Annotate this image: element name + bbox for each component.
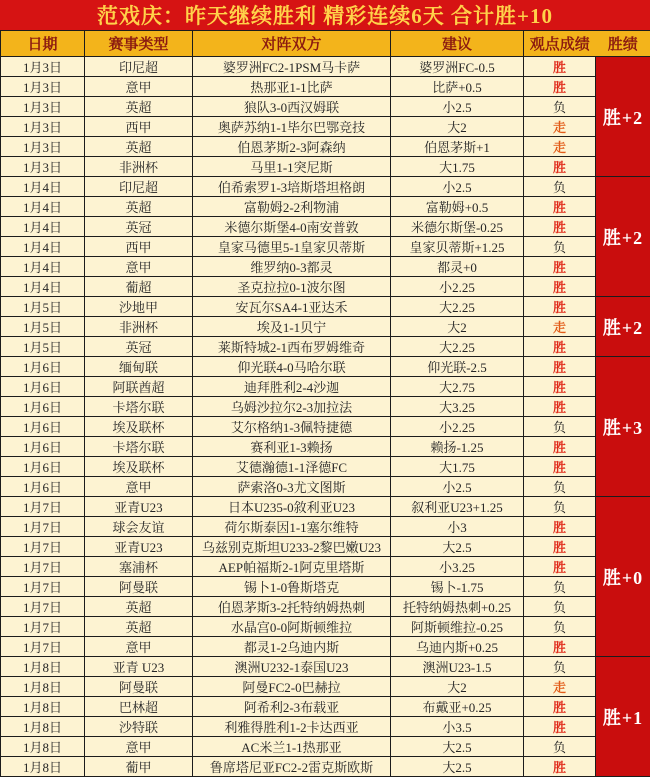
match-cell: 艾德瀚德1-1泽德FC [193, 457, 391, 477]
table-row [1, 637, 650, 657]
match-cell: 狼队3-0西汉姆联 [193, 97, 391, 117]
date-cell: 1月7日 [1, 537, 85, 557]
result-cell: 胜 [524, 397, 596, 417]
league-cell: 意甲 [85, 77, 193, 97]
date-cell: 1月8日 [1, 757, 85, 777]
match-cell: 阿希利2-3布载亚 [193, 697, 391, 717]
match-cell: 迪拜胜利2-4沙迦 [193, 377, 391, 397]
tip-cell: 小2.25 [391, 277, 524, 297]
league-cell: 亚青U23 [85, 497, 193, 517]
league-cell: 英超 [85, 97, 193, 117]
record-cell: 胜+1 [596, 657, 650, 777]
league-cell: 意甲 [85, 477, 193, 497]
league-cell: 葡甲 [85, 757, 193, 777]
result-cell: 走 [524, 137, 596, 157]
league-cell: 埃及联杯 [85, 417, 193, 437]
result-cell: 负 [524, 417, 596, 437]
tip-cell: 布戴亚+0.25 [391, 697, 524, 717]
league-cell: 意甲 [85, 737, 193, 757]
header-result: 观点成绩 [524, 31, 596, 57]
table-row [1, 357, 650, 377]
page-title: 范戏庆：昨天继续胜利 精彩连续6天 合计胜+10 [0, 0, 650, 30]
header-record: 胜绩 [596, 31, 650, 57]
match-cell: 利雅得胜利1-2卡达西亚 [193, 717, 391, 737]
match-cell: 荷尔斯泰因1-1塞尔维特 [193, 517, 391, 537]
tip-cell: 锡卜-1.75 [391, 577, 524, 597]
match-cell: 米德尔斯堡4-0南安普敦 [193, 217, 391, 237]
tip-cell: 大2.5 [391, 537, 524, 557]
tip-cell: 小2.5 [391, 177, 524, 197]
table-row [1, 157, 650, 177]
result-cell: 负 [524, 497, 596, 517]
match-cell: 日本U235-0敘利亚U23 [193, 497, 391, 517]
date-cell: 1月6日 [1, 437, 85, 457]
table-row [1, 517, 650, 537]
table-row [1, 77, 650, 97]
match-cell: 乌兹别克斯坦U233-2黎巴嫩U23 [193, 537, 391, 557]
date-cell: 1月3日 [1, 97, 85, 117]
result-cell: 胜 [524, 77, 596, 97]
result-cell: 胜 [524, 517, 596, 537]
tip-cell: 大2.25 [391, 337, 524, 357]
match-cell: 伯恩茅斯2-3阿森纳 [193, 137, 391, 157]
table-row [1, 217, 650, 237]
table-row [1, 57, 650, 77]
result-cell: 胜 [524, 457, 596, 477]
tip-cell: 米德尔斯堡-0.25 [391, 217, 524, 237]
date-cell: 1月4日 [1, 217, 85, 237]
result-cell: 走 [524, 317, 596, 337]
table-row [1, 477, 650, 497]
date-cell: 1月4日 [1, 197, 85, 217]
match-cell: 锡卜1-0鲁斯塔克 [193, 577, 391, 597]
tip-cell: 大2.5 [391, 737, 524, 757]
match-cell: 阿曼FC2-0巴赫拉 [193, 677, 391, 697]
league-cell: 英冠 [85, 337, 193, 357]
record-cell: 胜+2 [596, 297, 650, 357]
table-row [1, 317, 650, 337]
date-cell: 1月6日 [1, 357, 85, 377]
table-row [1, 457, 650, 477]
league-cell: 埃及联杯 [85, 457, 193, 477]
league-cell: 英冠 [85, 217, 193, 237]
date-cell: 1月8日 [1, 697, 85, 717]
league-cell: 亚青U23 [85, 537, 193, 557]
date-cell: 1月3日 [1, 117, 85, 137]
date-cell: 1月3日 [1, 137, 85, 157]
table-row [1, 97, 650, 117]
match-cell: 澳洲U232-1泰国U23 [193, 657, 391, 677]
table-row [1, 417, 650, 437]
record-cell: 胜+3 [596, 357, 650, 497]
table-row [1, 557, 650, 577]
date-cell: 1月4日 [1, 177, 85, 197]
result-cell: 胜 [524, 217, 596, 237]
tip-cell: 皇家贝蒂斯+1.25 [391, 237, 524, 257]
league-cell: 非洲杯 [85, 157, 193, 177]
tip-cell: 小2.5 [391, 97, 524, 117]
date-cell: 1月6日 [1, 417, 85, 437]
match-cell: 仰光联4-0马哈尔联 [193, 357, 391, 377]
table-row [1, 597, 650, 617]
table-row [1, 437, 650, 457]
league-cell: 非洲杯 [85, 317, 193, 337]
date-cell: 1月8日 [1, 717, 85, 737]
table-row [1, 717, 650, 737]
table-row [1, 277, 650, 297]
result-cell: 胜 [524, 637, 596, 657]
date-cell: 1月6日 [1, 457, 85, 477]
result-cell: 胜 [524, 437, 596, 457]
tip-cell: 大1.75 [391, 157, 524, 177]
date-cell: 1月5日 [1, 317, 85, 337]
table-body [1, 57, 650, 777]
date-cell: 1月3日 [1, 57, 85, 77]
league-cell: 塞浦杯 [85, 557, 193, 577]
tip-cell: 都灵+0 [391, 257, 524, 277]
date-cell: 1月4日 [1, 237, 85, 257]
tip-cell: 澳洲U23-1.5 [391, 657, 524, 677]
league-cell: 球会友谊 [85, 517, 193, 537]
league-cell: 葡超 [85, 277, 193, 297]
result-cell: 胜 [524, 377, 596, 397]
record-cell: 胜+2 [596, 177, 650, 297]
match-cell: 马里1-1突尼斯 [193, 157, 391, 177]
header-row [1, 31, 650, 57]
league-cell: 英超 [85, 197, 193, 217]
result-cell: 胜 [524, 337, 596, 357]
date-cell: 1月7日 [1, 617, 85, 637]
match-cell: 热那亚1-1比萨 [193, 77, 391, 97]
tip-cell: 小3.5 [391, 717, 524, 737]
table-row [1, 197, 650, 217]
league-cell: 巴林超 [85, 697, 193, 717]
league-cell: 西甲 [85, 237, 193, 257]
tip-cell: 比萨+0.5 [391, 77, 524, 97]
tip-cell: 阿斯顿维拉-0.25 [391, 617, 524, 637]
date-cell: 1月4日 [1, 257, 85, 277]
date-cell: 1月6日 [1, 397, 85, 417]
tip-cell: 伯恩茅斯+1 [391, 137, 524, 157]
table-row [1, 177, 650, 197]
tip-cell: 小3.25 [391, 557, 524, 577]
result-cell: 负 [524, 177, 596, 197]
match-cell: 萨索洛0-3尤文图斯 [193, 477, 391, 497]
table-row [1, 577, 650, 597]
league-cell: 亚青 U23 [85, 657, 193, 677]
table-row [1, 657, 650, 677]
table-row [1, 257, 650, 277]
league-cell: 沙特联 [85, 717, 193, 737]
table-row [1, 237, 650, 257]
match-cell: 婆罗洲FC2-1PSM马卡萨 [193, 57, 391, 77]
header-match: 对阵双方 [193, 31, 391, 57]
date-cell: 1月5日 [1, 297, 85, 317]
date-cell: 1月7日 [1, 517, 85, 537]
date-cell: 1月7日 [1, 577, 85, 597]
tip-cell: 大1.75 [391, 457, 524, 477]
match-cell: AEP帕福斯2-1阿克里塔斯 [193, 557, 391, 577]
date-cell: 1月3日 [1, 77, 85, 97]
header-tip: 建议 [391, 31, 524, 57]
match-cell: 赛利亚1-3赖扬 [193, 437, 391, 457]
league-cell: 英超 [85, 617, 193, 637]
table-row [1, 377, 650, 397]
tip-cell: 叙利亚U23+1.25 [391, 497, 524, 517]
match-cell: 乌姆沙拉尔2-3加拉法 [193, 397, 391, 417]
table-row [1, 497, 650, 517]
result-cell: 负 [524, 597, 596, 617]
result-cell: 胜 [524, 717, 596, 737]
match-cell: 鲁席塔尼亚FC2-2雷克斯欧斯 [193, 757, 391, 777]
tip-cell: 大2.75 [391, 377, 524, 397]
tip-cell: 大2.5 [391, 757, 524, 777]
result-cell: 胜 [524, 557, 596, 577]
match-cell: 埃及1-1贝宁 [193, 317, 391, 337]
record-cell: 胜+0 [596, 497, 650, 657]
league-cell: 印尼超 [85, 57, 193, 77]
header-league: 赛事类型 [85, 31, 193, 57]
match-cell: 水晶宫0-0阿斯顿维拉 [193, 617, 391, 637]
tip-cell: 托特纳姆热刺+0.25 [391, 597, 524, 617]
league-cell: 卡塔尔联 [85, 437, 193, 457]
tip-cell: 大2 [391, 117, 524, 137]
table-row [1, 297, 650, 317]
result-cell: 走 [524, 117, 596, 137]
date-cell: 1月4日 [1, 277, 85, 297]
table-row [1, 337, 650, 357]
date-cell: 1月7日 [1, 637, 85, 657]
result-cell: 胜 [524, 277, 596, 297]
tip-cell: 小2.25 [391, 417, 524, 437]
league-cell: 印尼超 [85, 177, 193, 197]
table-row [1, 117, 650, 137]
result-cell: 胜 [524, 757, 596, 777]
tip-cell: 婆罗洲FC-0.5 [391, 57, 524, 77]
date-cell: 1月6日 [1, 377, 85, 397]
match-cell: 伯希索罗1-3培斯塔坦格朗 [193, 177, 391, 197]
tip-cell: 仰光联-2.5 [391, 357, 524, 377]
tip-cell: 大2.25 [391, 297, 524, 317]
league-cell: 缅甸联 [85, 357, 193, 377]
tip-cell: 大2 [391, 317, 524, 337]
date-cell: 1月7日 [1, 557, 85, 577]
result-cell: 负 [524, 657, 596, 677]
result-cell: 负 [524, 97, 596, 117]
tip-cell: 大2 [391, 677, 524, 697]
result-cell: 胜 [524, 57, 596, 77]
league-cell: 阿曼联 [85, 677, 193, 697]
result-cell: 负 [524, 237, 596, 257]
date-cell: 1月7日 [1, 597, 85, 617]
match-cell: 莱斯特城2-1西布罗姆维奇 [193, 337, 391, 357]
table-row [1, 757, 650, 777]
result-cell: 胜 [524, 297, 596, 317]
match-cell: 艾尔格纳1-3佩特捷德 [193, 417, 391, 437]
match-cell: 圣克拉拉0-1波尔图 [193, 277, 391, 297]
result-cell: 负 [524, 737, 596, 757]
date-cell: 1月6日 [1, 477, 85, 497]
table-row [1, 677, 650, 697]
result-cell: 胜 [524, 537, 596, 557]
date-cell: 1月8日 [1, 657, 85, 677]
date-cell: 1月5日 [1, 337, 85, 357]
league-cell: 西甲 [85, 117, 193, 137]
table-row [1, 737, 650, 757]
league-cell: 卡塔尔联 [85, 397, 193, 417]
header-date: 日期 [1, 31, 85, 57]
date-cell: 1月7日 [1, 497, 85, 517]
tip-cell: 富勒姆+0.5 [391, 197, 524, 217]
match-cell: 伯恩茅斯3-2托特纳姆热刺 [193, 597, 391, 617]
table-row [1, 137, 650, 157]
result-cell: 负 [524, 577, 596, 597]
tip-cell: 乌迪内斯+0.25 [391, 637, 524, 657]
league-cell: 意甲 [85, 637, 193, 657]
tip-cell: 大3.25 [391, 397, 524, 417]
result-cell: 胜 [524, 257, 596, 277]
league-cell: 沙地甲 [85, 297, 193, 317]
match-cell: AC米兰1-1热那亚 [193, 737, 391, 757]
table-row [1, 697, 650, 717]
result-cell: 胜 [524, 357, 596, 377]
match-cell: 都灵1-2乌迪内斯 [193, 637, 391, 657]
match-cell: 维罗纳0-3都灵 [193, 257, 391, 277]
result-cell: 负 [524, 617, 596, 637]
match-cell: 皇家马德里5-1皇家贝蒂斯 [193, 237, 391, 257]
date-cell: 1月3日 [1, 157, 85, 177]
results-table [0, 30, 650, 777]
result-cell: 胜 [524, 197, 596, 217]
date-cell: 1月8日 [1, 737, 85, 757]
match-cell: 富勒姆2-2利物浦 [193, 197, 391, 217]
record-cell: 胜+2 [596, 57, 650, 177]
tip-cell: 小3 [391, 517, 524, 537]
table-row [1, 537, 650, 557]
result-cell: 走 [524, 677, 596, 697]
league-cell: 英超 [85, 597, 193, 617]
match-cell: 安瓦尔SA4-1亚达禾 [193, 297, 391, 317]
league-cell: 意甲 [85, 257, 193, 277]
result-cell: 胜 [524, 157, 596, 177]
result-cell: 胜 [524, 697, 596, 717]
table-row [1, 397, 650, 417]
league-cell: 阿曼联 [85, 577, 193, 597]
tip-cell: 赖扬-1.25 [391, 437, 524, 457]
date-cell: 1月8日 [1, 677, 85, 697]
result-cell: 负 [524, 477, 596, 497]
league-cell: 英超 [85, 137, 193, 157]
league-cell: 阿联酋超 [85, 377, 193, 397]
tip-cell: 小2.5 [391, 477, 524, 497]
table-row [1, 617, 650, 637]
match-cell: 奥萨苏纳1-1毕尔巴鄂竞技 [193, 117, 391, 137]
